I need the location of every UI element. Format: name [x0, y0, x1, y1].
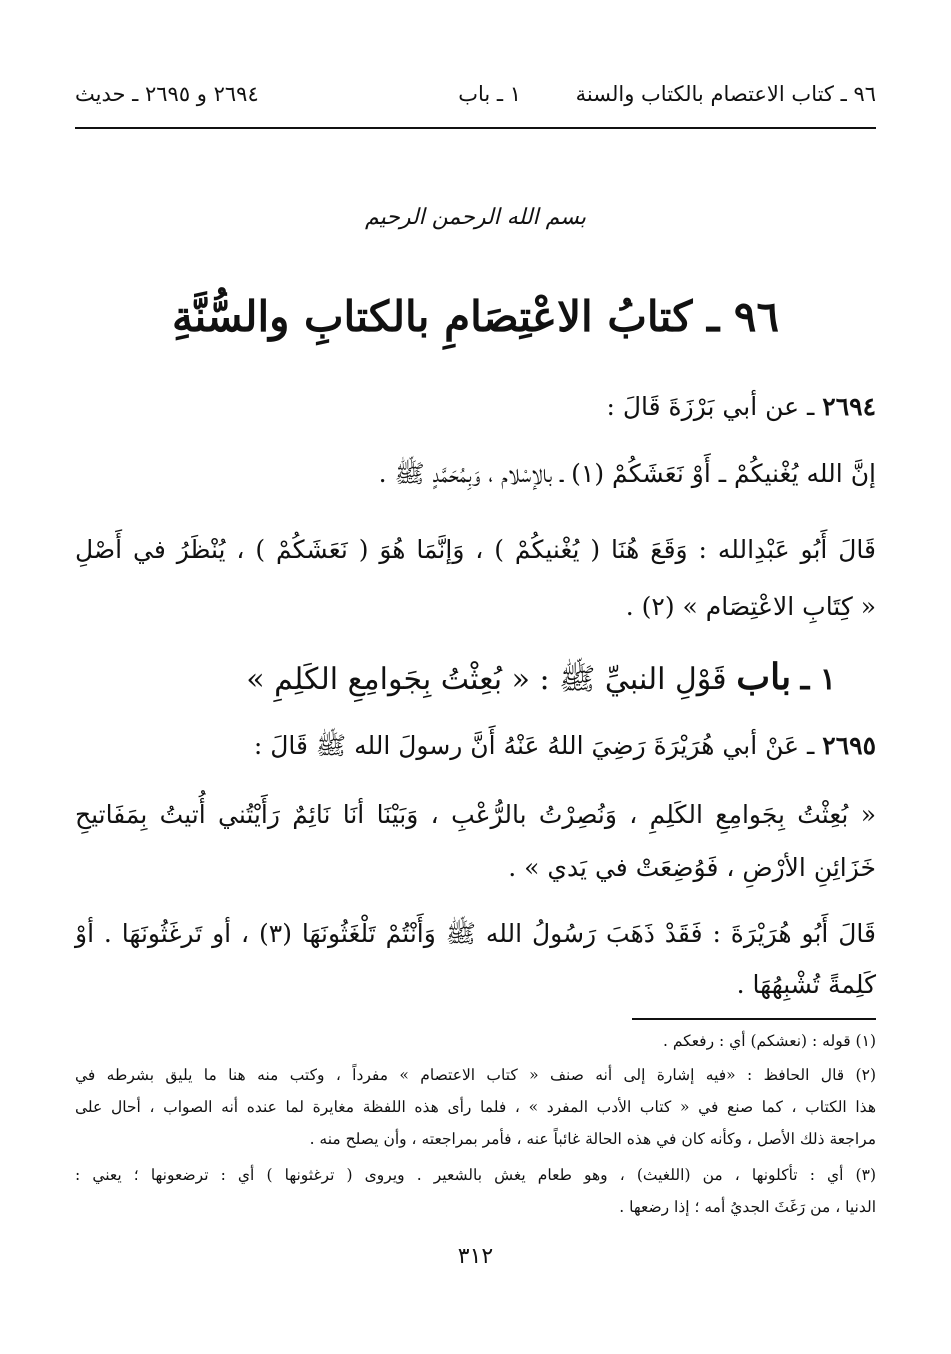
- footnote-3-line-1: (٣) أي : تأكلونها ، من (اللغيث) ، وهو طعام يغش بالشعير . ويروى ( ترغثونها ) أي : ترضعونها ؛ يعني :: [75, 1166, 876, 1184]
- running-header: [75, 82, 876, 118]
- book-title: ٩٦ ـ كتابُ الاعْتِصَامِ بالكتابِ والسُّنَّةِ: [171, 292, 780, 341]
- footnote-divider: [632, 1018, 876, 1020]
- hadith-2695-comment-line-1: قَالَ أَبُو هُرَيْرَةَ : فَقَدْ ذَهَبَ رَسُولُ الله ﷺ وَأَنْتُمْ تَلْغَثُونَهَا (٣) ، أو تَرغَثُونَهَا . أوْ: [75, 919, 876, 948]
- hadith-2695-comment-line-2: كَلِمةً تُشْبِهُهَا .: [736, 970, 876, 999]
- bab-word: باب: [736, 656, 792, 698]
- bab-heading: [115, 656, 836, 704]
- hadith-2694-heading: [75, 392, 876, 421]
- footnote-2-line-1: (٢) قال الحافظ : «فيه إشارة إلى أنه صنف « كتاب الاعتصام » مفرداً ، وكتب منه هنا ما يليق بشرطه في: [75, 1066, 876, 1084]
- footnote-2-line-2: هذا الكتاب ، كما صنع في « كتاب الأدب المفرد » ، فلما رأى هذه اللفظة مغايرة لما عنده أنه الصواب ، أحال على: [75, 1098, 876, 1116]
- header-chapter: ١ ـ باب: [458, 82, 521, 106]
- header-book-title: ٩٦ ـ كتاب الاعتصام بالكتاب والسنة: [575, 82, 876, 106]
- page-number: ٣١٢: [457, 1244, 494, 1269]
- header-divider: [75, 127, 876, 129]
- hadith-number: ٢٦٩٥: [822, 731, 876, 760]
- hadith-2695-heading: [75, 730, 876, 767]
- hadith-number: ٢٦٩٤: [822, 392, 876, 421]
- hadith-2695-text-line-1: « بُعِثْتُ بِجَوامِعِ الكَلِمِ ، وَنُصِرْتُ بالرُّعْبِ ، وَبَيْنَا أنَا نَائِمٌ رَأَيْتُني أُتيتُ بِمَفَاتيحِ: [75, 800, 876, 829]
- bab-number: ١ ـ: [800, 662, 836, 697]
- footnote-3-line-2: الدنيا ، من رَغَثَ الجديُ أمه ؛ إذا رضعها .: [619, 1198, 876, 1216]
- hadith-2695-text-line-2: خَزَائِنِ الأرْضِ ، فَوُضِعَتْ في يَدي » .: [508, 853, 876, 882]
- header-hadith-range: ٢٦٩٤ و ٢٦٩٥ ـ حديث: [75, 82, 259, 106]
- hadith-2694-comment-line-1: قَالَ أَبُو عَبْدِالله : وَقَعَ هُنَا ( يُغْنيكُمْ ) ، وَإنَّمَا هُوَ ( نَعَشَكُمْ ) ، يُنْظَرُ في أَصْلِ: [75, 535, 876, 564]
- hadith-intro: ـ عَنْ أبي هُرَيْرَةَ رَضِيَ اللهُ عَنْهُ أَنَّ رسولَ الله ﷺ قَالَ :: [253, 731, 815, 760]
- basmala-calligraphy: بسم الله الرحمن الرحيم: [364, 205, 587, 230]
- hadith-intro: ـ عن أبي بَرْزَةَ قَالَ :: [606, 392, 815, 421]
- hadith-2694-comment-line-2: « كِتَابِ الاعْتِصَام » (٢) .: [625, 592, 876, 621]
- bab-title: قَوْلِ النبيِّ ﷺ : « بُعِثْتُ بِجَوامِعِ الكَلِمِ »: [246, 662, 727, 697]
- hadith-2694-text: إنَّ الله يُغْنيكُمْ ـ أَوْ نَعَشَكُمْ (١) ـ بالإسْلام ، وَبِمُحَمَّدٍ ﷺ .: [378, 459, 876, 488]
- footnote-2-line-3: مراجعة ذلك الأصل ، وكأنه كان في هذه الحالة غائباً عنه ، فأمر بمراجعته ، وأن يصلح منه .: [309, 1130, 876, 1148]
- footnote-1: (١) قوله : (نعشكم) أي : رفعكم .: [662, 1032, 876, 1050]
